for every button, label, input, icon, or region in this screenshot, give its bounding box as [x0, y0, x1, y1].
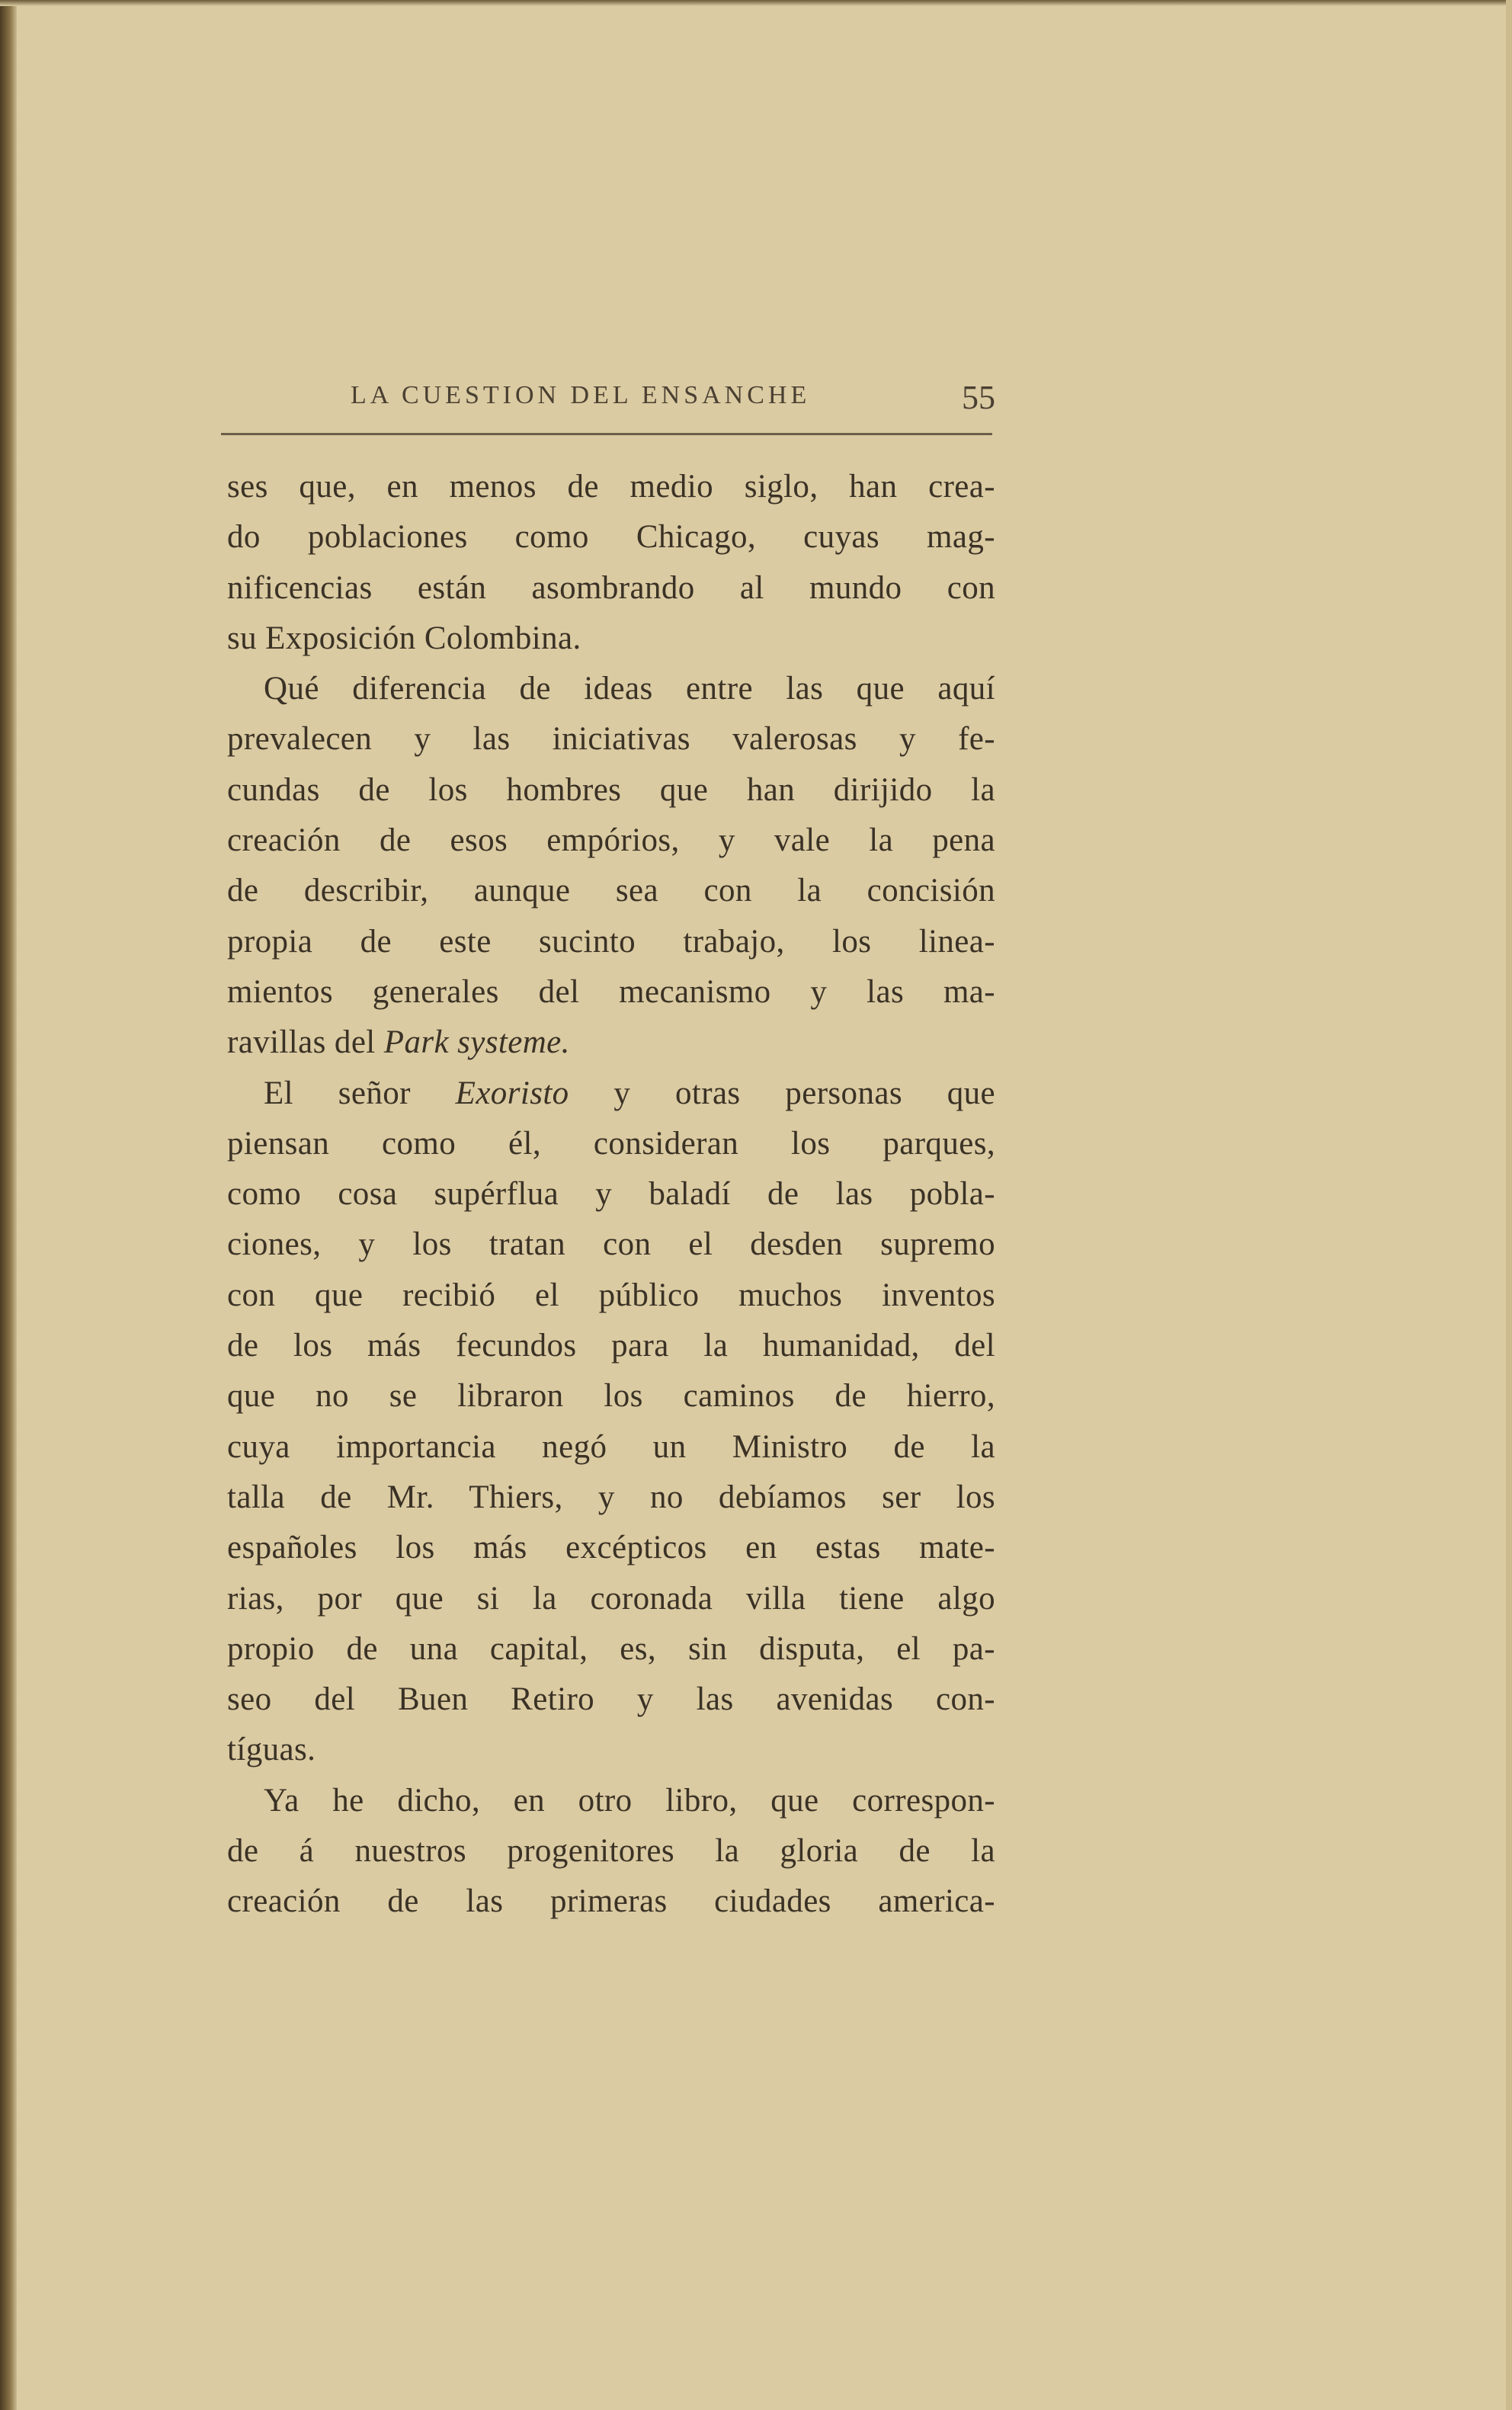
text-segment: prevalecen y las iniciativas valerosas y fe- [227, 721, 995, 758]
text-segment: nificencias están asombrando al mundo con [227, 569, 995, 606]
text-segment: y otras personas que [569, 1075, 996, 1111]
text-segment: El señor [264, 1075, 456, 1111]
text-segment: españoles los más excépticos en estas mate- [227, 1530, 995, 1566]
text-segment: su Exposición Colombina. [227, 620, 581, 656]
text-segment: como cosa supérflua y baladí de las pobla- [227, 1176, 995, 1213]
text-line [227, 1624, 995, 1675]
text-segment: ravillas del [227, 1024, 384, 1061]
text-segment: con que recibió el público muchos inventos [227, 1277, 995, 1313]
text-line [227, 714, 995, 764]
text-line [227, 1776, 995, 1826]
text-segment: creación de esos empórios, y vale la pena [227, 822, 995, 859]
text-line [227, 1371, 995, 1421]
text-segment: ciones, y los tratan con el desden supremo [227, 1226, 995, 1263]
page-number: 55 [962, 379, 995, 416]
header-rule [221, 433, 992, 435]
text-segment: ses que, en menos de medio siglo, han crea- [227, 469, 995, 505]
text-line [227, 563, 995, 614]
text-line [227, 917, 995, 967]
text-line [227, 512, 995, 562]
italic-text: Exoristo [455, 1075, 569, 1111]
text-line [227, 664, 995, 714]
running-header [221, 381, 995, 419]
text-line [227, 1169, 995, 1219]
text-line [227, 1523, 995, 1573]
text-line [227, 1219, 995, 1270]
text-segment: cuya importancia negó un Ministro de la [227, 1428, 995, 1465]
text-line [227, 1069, 995, 1119]
text-segment: rias, por que si la coronada villa tiene algo [227, 1580, 995, 1617]
text-line [227, 866, 995, 916]
text-segment: propia de este sucinto trabajo, los linea- [227, 923, 995, 960]
text-line [227, 1018, 995, 1068]
body-text [227, 462, 995, 1928]
text-segment: que no se libraron los caminos de hierro, [227, 1378, 995, 1415]
text-line [227, 816, 995, 866]
book-binding-edge [0, 0, 17, 2410]
text-segment: do poblaciones como Chicago, cuyas mag- [227, 519, 995, 556]
text-line [227, 1473, 995, 1523]
text-line [227, 1675, 995, 1725]
text-line [227, 967, 995, 1018]
text-line [227, 1876, 995, 1927]
page-top-edge [0, 0, 1512, 6]
italic-text: Park systeme. [383, 1024, 570, 1061]
text-segment: Ya he dicho, en otro libro, que correspon- [264, 1782, 995, 1819]
text-line [227, 1271, 995, 1321]
text-segment: de los más fecundos para la humanidad, del [227, 1328, 995, 1364]
page-right-edge [1506, 0, 1512, 2410]
text-segment: Qué diferencia de ideas entre las que aquí [264, 671, 995, 707]
text-line [227, 765, 995, 816]
running-title: LA CUESTION DEL ENSANCHE [351, 381, 811, 409]
text-segment: creación de las primeras ciudades america- [227, 1883, 995, 1920]
text-line [227, 1321, 995, 1371]
text-segment: piensan como él, consideran los parques, [227, 1125, 995, 1162]
text-line [227, 1574, 995, 1624]
text-line [227, 1422, 995, 1473]
text-segment: cundas de los hombres que han dirijido la [227, 771, 995, 808]
text-line [227, 1119, 995, 1169]
text-line [227, 1826, 995, 1876]
text-segment: de describir, aunque sea con la concisión [227, 873, 995, 909]
text-line [227, 1725, 995, 1775]
text-segment: seo del Buen Retiro y las avenidas con- [227, 1681, 995, 1718]
text-line [227, 614, 995, 664]
text-segment: de á nuestros progenitores la gloria de la [227, 1833, 995, 1870]
text-line [227, 462, 995, 512]
text-segment: tíguas. [227, 1732, 316, 1768]
text-segment: mientos generales del mecanismo y las ma- [227, 973, 995, 1010]
text-segment: talla de Mr. Thiers, y no debíamos ser los [227, 1479, 995, 1515]
text-segment: propio de una capital, es, sin disputa, el pa- [227, 1630, 995, 1667]
